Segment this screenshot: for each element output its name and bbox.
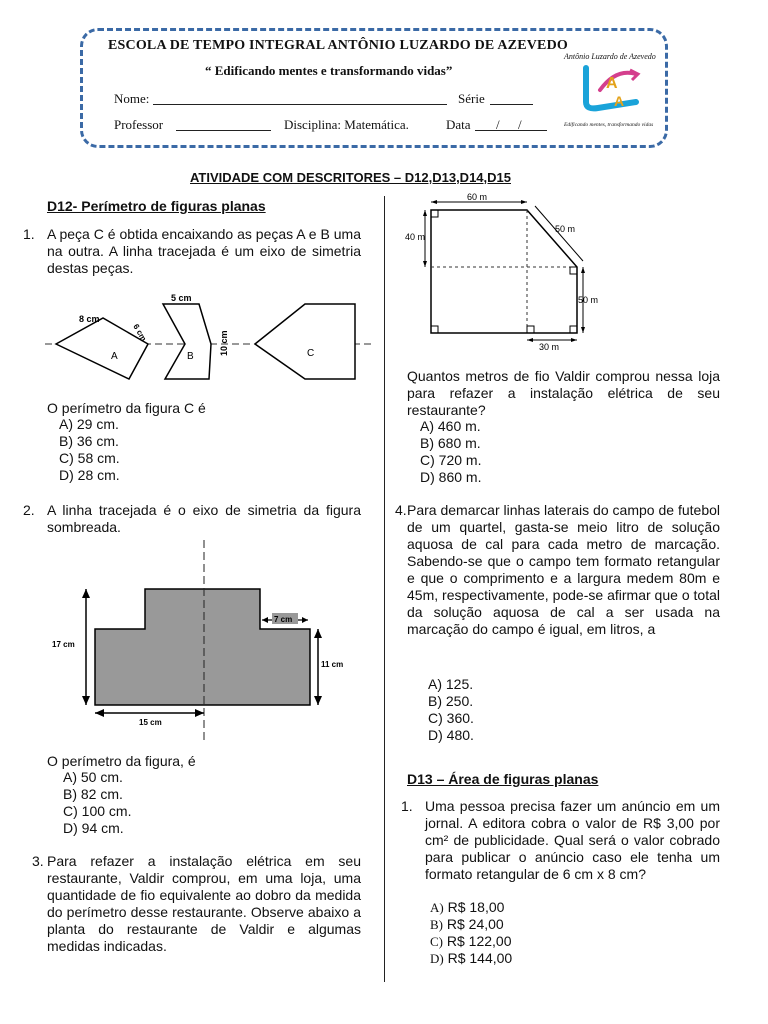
logo-top-text: Antônio Luzardo de Azevedo xyxy=(564,52,656,61)
fig2-7cm: 7 cm xyxy=(274,615,293,624)
q3-text: Para refazer a instalação elétrica em seu restaurante, Valdir comprou, em uma loja, uma quantidade de fio equivalente ao dobro da medida do perímetro desse restaurante. Observe abaixo a planta do restaurante de Valdir e algumas medidas indicadas. xyxy=(47,853,361,954)
d13-heading: D13 – Área de figuras planas xyxy=(407,771,599,787)
svg-text:A: A xyxy=(606,75,618,92)
d12-heading: D12- Perímetro de figuras planas xyxy=(47,198,266,214)
q4-option-d[interactable]: D) 480. xyxy=(428,727,474,743)
d13-option-d-value: R$ 144,00 xyxy=(447,950,513,966)
q4-option-b[interactable]: B) 250. xyxy=(428,693,474,709)
q1-option-a[interactable]: A) 29 cm. xyxy=(59,416,119,432)
fig-label-b: B xyxy=(187,351,194,362)
data-sep-1: / xyxy=(496,117,500,132)
data-field[interactable] xyxy=(475,130,547,131)
q1-option-d[interactable]: D) 28 cm. xyxy=(59,467,120,483)
d13-q1-text: Uma pessoa precisa fazer um anúncio em um jornal. A editora cobra o valor de R$ 3,00 por cm² de publicidade. Qual será o valor cobrado para publicar o anúncio caso ele tenha um formato retangular de 6 cm x 8 cm? xyxy=(425,798,720,882)
column-divider xyxy=(384,196,385,982)
q2-text: A linha tracejada é o eixo de simetria da figura sombreada. xyxy=(47,502,361,535)
name-label: Nome: xyxy=(114,91,150,106)
d13-option-b[interactable] xyxy=(430,916,504,933)
q4-option-c[interactable]: C) 360. xyxy=(428,710,474,726)
school-motto: “ Edificando mentes e transformando vidas” xyxy=(205,63,453,78)
d13-q1-number: 1. xyxy=(401,798,413,814)
q4-option-a[interactable]: A) 125. xyxy=(428,676,474,692)
q2-option-a[interactable]: A) 50 cm. xyxy=(63,769,123,785)
q3-text-wrap xyxy=(47,853,361,955)
svg-text:A: A xyxy=(614,93,625,109)
d13-option-a[interactable] xyxy=(430,899,504,916)
q3-option-b[interactable]: B) 680 m. xyxy=(420,435,481,451)
q3-option-d[interactable]: D) 860 m. xyxy=(420,469,482,485)
q3-option-a[interactable]: A) 460 m. xyxy=(420,418,481,434)
q2-option-b[interactable]: B) 82 cm. xyxy=(63,786,123,802)
school-logo xyxy=(562,52,664,132)
q2-prompt: O perímetro da figura, é xyxy=(47,753,196,769)
disciplina-label: Disciplina: Matemática. xyxy=(284,117,409,132)
fig3-left: 40 m xyxy=(405,232,426,242)
fig3-right: 50 m xyxy=(578,295,599,305)
fig3-diag: 50 m xyxy=(555,224,576,234)
q4-number: 4. xyxy=(395,502,407,518)
q2-number: 2. xyxy=(23,502,35,518)
professor-field[interactable] xyxy=(176,130,271,131)
q2-figure xyxy=(48,540,358,740)
d13-option-a-letter: A) xyxy=(430,900,444,915)
q1-prompt: O perímetro da figura C é xyxy=(47,400,206,416)
d13-option-b-value: R$ 24,00 xyxy=(446,916,504,932)
q3-figure xyxy=(395,190,615,355)
serie-label: Série xyxy=(458,91,485,106)
data-label: Data xyxy=(446,117,471,132)
d13-option-c-value: R$ 122,00 xyxy=(446,933,512,949)
fig-b-10cm: 10 cm xyxy=(219,330,229,356)
school-name: ESCOLA DE TEMPO INTEGRAL ANTÔNIO LUZARDO DE AZEVEDO xyxy=(108,38,568,53)
fig2-11cm: 11 cm xyxy=(321,660,344,669)
d13-option-c[interactable] xyxy=(430,933,512,950)
d13-option-c-letter: C) xyxy=(430,934,443,949)
fig2-17cm: 17 cm xyxy=(52,640,75,649)
page-title: ATIVIDADE COM DESCRITORES – D12,D13,D14,D15 xyxy=(190,170,511,185)
q4-text-wrap xyxy=(407,502,720,638)
d13-option-d-letter: D) xyxy=(430,951,444,966)
q3-prompt: Quantos metros de fio Valdir comprou nessa loja para refazer a instalação elétrica de seu restaurante? xyxy=(407,368,720,418)
data-sep-2: / xyxy=(518,117,522,132)
serie-field[interactable] xyxy=(490,104,533,105)
logo-bottom-text: Edificando mentes, transformando vidas xyxy=(564,122,654,128)
d13-option-a-value: R$ 18,00 xyxy=(447,899,505,915)
professor-label: Professor xyxy=(114,117,164,132)
fig3-bottom: 30 m xyxy=(539,342,560,352)
d13-option-d[interactable] xyxy=(430,950,512,967)
q1-option-c[interactable]: C) 58 cm. xyxy=(59,450,120,466)
q3-option-c[interactable]: C) 720 m. xyxy=(420,452,482,468)
q3-number: 3. xyxy=(32,853,44,869)
q2-option-c[interactable]: C) 100 cm. xyxy=(63,803,132,819)
fig-label-a: A xyxy=(111,351,118,362)
q4-text: Para demarcar linhas laterais do campo de futebol de um quartel, gasta-se meio litro de solução aquosa de cal para cada metro de marcação. Sabendo-se que o campo tem formato retangular e que o comprimento e a largura medem 80m e 45m, respectivamente, pode-se afirmar que o total da solução aquosa de cal a ser usada na marcação do campo é igual, em litros, a xyxy=(407,502,720,637)
d13-option-b-letter: B) xyxy=(430,917,443,932)
q1-number: 1. xyxy=(23,226,35,242)
fig-a-6cm: 6 cm xyxy=(131,322,149,343)
q1-figure xyxy=(45,292,375,384)
fig2-15cm: 15 cm xyxy=(139,718,162,727)
q1-option-b[interactable]: B) 36 cm. xyxy=(59,433,119,449)
fig3-top: 60 m xyxy=(467,192,488,202)
fig-b-5cm: 5 cm xyxy=(171,293,192,303)
q1-text: A peça C é obtida encaixando as peças A e B uma na outra. A linha tracejada é um eixo de simetria destas peças. xyxy=(47,226,361,276)
q2-option-d[interactable]: D) 94 cm. xyxy=(63,820,124,836)
fig-a-8cm: 8 cm xyxy=(79,314,100,324)
name-field[interactable] xyxy=(153,104,447,105)
logo-mark xyxy=(580,62,644,118)
fig-label-c: C xyxy=(307,348,315,359)
